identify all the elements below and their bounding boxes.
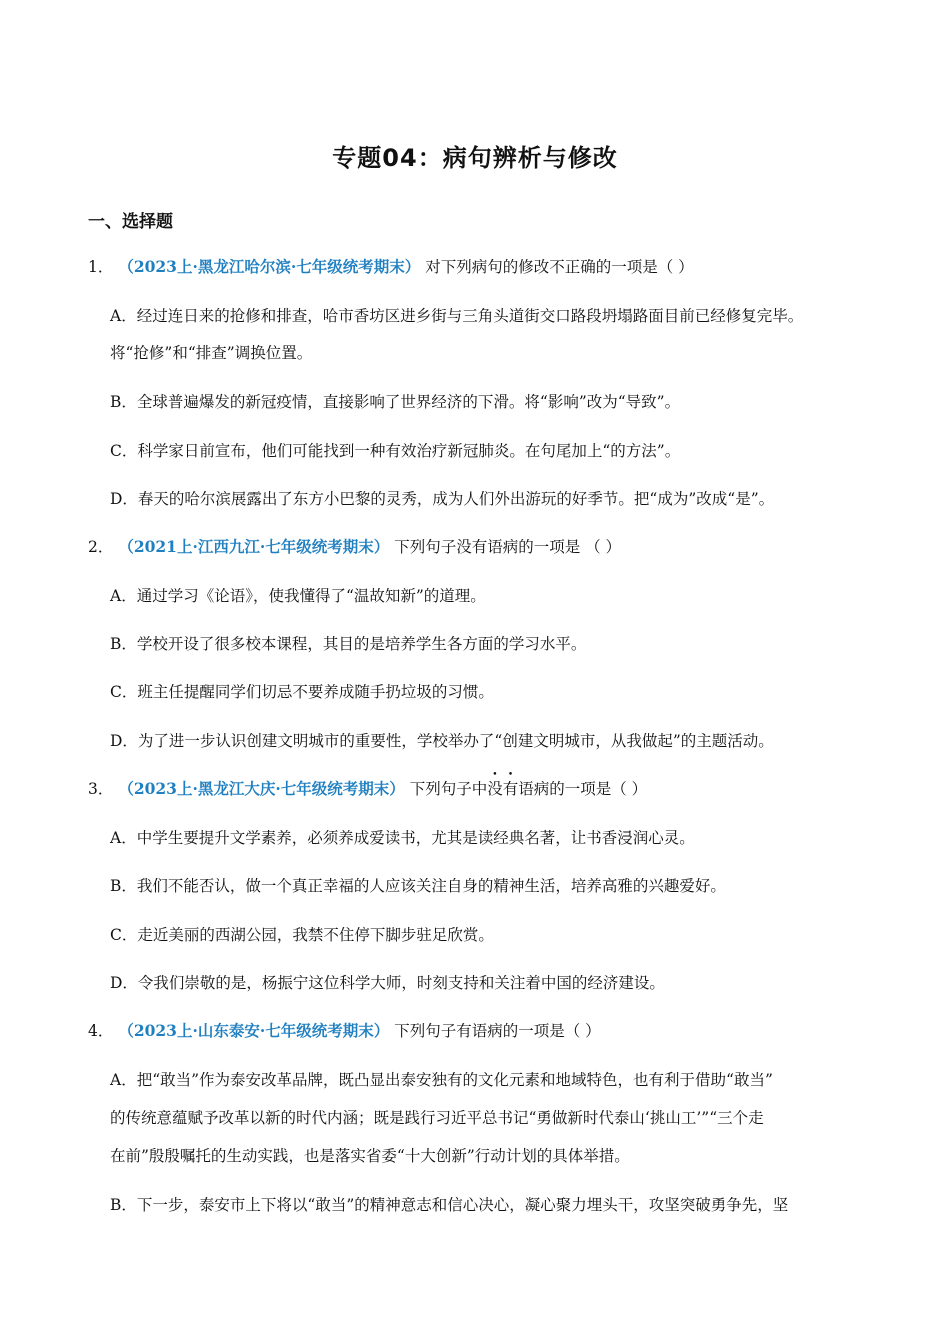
- question-stem: 下列句子没有语病的一项是 （ ）: [394, 538, 622, 556]
- option-b: B．下一步，泰安市上下将以“敢当”的精神意志和信心决心，凝心聚力埋头干，攻坚突破勇争先，坚: [110, 1196, 789, 1214]
- option-b: B．我们不能否认，做一个真正幸福的人应该关注自身的精神生活，培养高雅的兴趣爱好。: [110, 877, 726, 895]
- option-a-continued: 在前”殷殷嘱托的生动实践，也是落实省委“十大创新”行动计划的具体举措。: [110, 1147, 630, 1165]
- question-3: [88, 778, 647, 800]
- emphasis-dot-char: 没: [487, 780, 503, 798]
- section-heading: 一、选择题: [88, 212, 173, 232]
- question-stem: 下列句子中没有语病的一项是（ ）: [409, 780, 648, 798]
- option-a: A．把“敢当”作为泰安改革品牌，既凸显出泰安独有的文化元素和地域特色，也有利于借助“敢当”: [110, 1071, 773, 1089]
- question-source: （2023上·山东泰安·七年级统考期末）: [118, 1021, 390, 1040]
- option-a-continued: 的传统意蕴赋予改革以新的时代内涵；既是践行习近平总书记“勇做新时代泰山‘挑山工’”“三个走: [110, 1109, 764, 1127]
- question-1: [88, 256, 694, 278]
- option-c: C．走近美丽的西湖公园，我禁不住停下脚步驻足欣赏。: [110, 926, 494, 944]
- question-number: 2．: [88, 538, 114, 556]
- option-b: B．全球普遍爆发的新冠疫情，直接影响了世界经济的下滑。将“影响”改为“导致”。: [110, 393, 681, 411]
- question-number: 3．: [88, 780, 114, 798]
- question-4: [88, 1020, 601, 1042]
- option-c: C．班主任提醒同学们切忌不要养成随手扔垃圾的习惯。: [110, 683, 494, 701]
- question-stem: 下列句子有语病的一项是（ ）: [394, 1022, 601, 1040]
- page-title: 专题04：病句辨析与修改: [332, 144, 618, 172]
- option-a: A．通过学习《论语》，使我懂得了“温故知新”的道理。: [110, 587, 486, 605]
- option-b: B．学校开设了很多校本课程，其目的是培养学生各方面的学习水平。: [110, 635, 587, 653]
- question-source: （2023上·黑龙江哈尔滨·七年级统考期末）: [118, 257, 421, 276]
- option-a-continued: 将“抢修”和“排查”调换位置。: [110, 344, 313, 362]
- question-number: 1．: [88, 258, 114, 276]
- option-a: A．经过连日来的抢修和排查，哈市香坊区进乡街与三角头道街交口路段坍塌路面目前已经修复完毕。: [110, 307, 804, 325]
- question-source: （2023上·黑龙江大庆·七年级统考期末）: [118, 779, 405, 798]
- question-number: 4．: [88, 1022, 114, 1040]
- question-2: [88, 536, 621, 558]
- option-a: A．中学生要提升文学素养，必须养成爱读书，尤其是读经典名著，让书香浸润心灵。: [110, 829, 695, 847]
- question-stem: 对下列病句的修改不正确的一项是（ ）: [425, 258, 694, 276]
- option-c: C．科学家日前宣布，他们可能找到一种有效治疗新冠肺炎。在句尾加上“的方法”。: [110, 442, 681, 460]
- question-source: （2021上·江西九江·七年级统考期末）: [118, 537, 390, 556]
- option-d: D．春天的哈尔滨展露出了东方小巴黎的灵秀，成为人们外出游玩的好季节。把“成为”改成“是”。: [110, 490, 775, 508]
- option-d: D．为了进一步认识创建文明城市的重要性，学校举办了“创建文明城市，从我做起”的主题活动。: [110, 732, 774, 750]
- option-d: D．令我们崇敬的是，杨振宁这位科学大师，时刻支持和关注着中国的经济建设。: [110, 974, 665, 992]
- emphasis-dot-char: 有: [502, 780, 519, 798]
